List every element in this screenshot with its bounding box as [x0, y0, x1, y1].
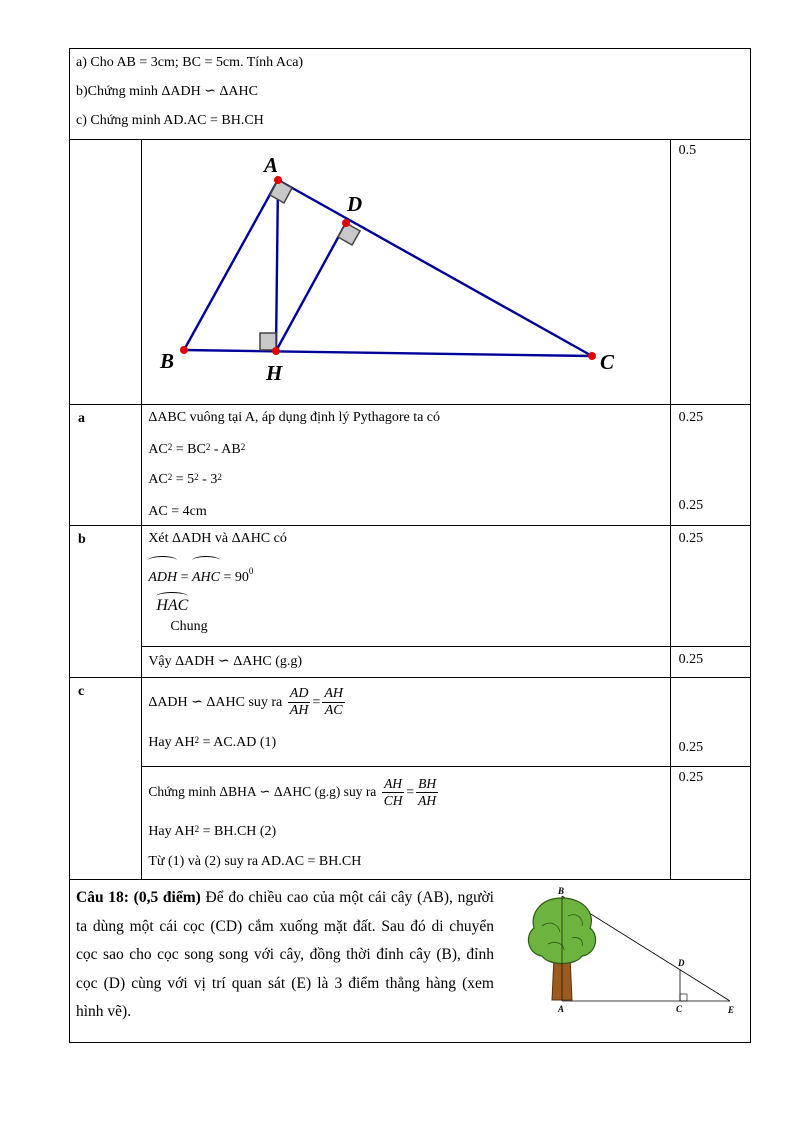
part-b-angles: ADH = AHC = $90^0$ — [142, 556, 669, 592]
segment-ac — [278, 180, 592, 356]
part-c-line5: Từ (1) và (2) suy ra AD.AC = BH.CH — [148, 854, 362, 869]
part-c-score2: 0.25 — [678, 770, 704, 785]
fraction-bh-ah: $\frac{BH}{AH}$ — [418, 776, 437, 809]
fraction-ah-ac: $\frac{AH}{AC}$ — [324, 686, 344, 719]
point-h — [272, 347, 280, 355]
triangle-figure-cell — [142, 140, 670, 405]
part-c-score1: 0.25 — [678, 740, 704, 755]
right-angle-a — [270, 180, 292, 203]
intro-row — [70, 49, 751, 140]
tree-label-b: B — [558, 886, 565, 896]
point-d — [342, 219, 350, 227]
label-h: H — [266, 361, 283, 385]
part-c-row — [70, 678, 751, 767]
common-label: Chung — [170, 619, 208, 634]
angle-adh: ADH — [148, 556, 177, 596]
fraction-ah-ch: $\frac{AH}{CH}$ — [383, 776, 403, 809]
segment-hd — [276, 223, 346, 351]
segment-ab — [184, 180, 278, 350]
question-18-row — [70, 880, 751, 1043]
tree-label-c: C — [676, 1004, 683, 1014]
tree-label-d: D — [678, 958, 685, 968]
part-b-common — [142, 592, 669, 642]
part-b-line1: Xét ΔADH và ΔAHC có — [148, 531, 287, 546]
question-18-text: Câu 18: (0,5 điểm) Để đo chiều cao của một cái cây (AB), người ta dùng một cái cọc (CD) cắm xuống mặt đất. Sau đó di chuyển cọc sao cho cọc song song với cây, đồng thời đỉnh cây (B), đỉnh cọc (D) cùng với vị trí quan sát (E) là 3 điểm thẳng hàng (xem hình vẽ). — [76, 889, 494, 1020]
part-b-row — [70, 526, 751, 647]
fraction-ad-ah: $\frac{AD}{AH}$ — [289, 686, 309, 719]
triangle-figure — [142, 140, 668, 404]
label-b: B — [160, 349, 175, 373]
intro-b: b)Chứng minh ΔADH ∽ ΔAHC — [76, 84, 258, 99]
intro-a: a) Cho AB = 3cm; BC = 5cm. Tính Aca) — [76, 55, 304, 70]
segment-ah — [276, 180, 278, 351]
part-b-score1: 0.25 — [678, 531, 704, 546]
point-a — [274, 176, 282, 184]
part-b-score2: 0.25 — [678, 652, 704, 667]
part-b-label: b — [78, 532, 86, 547]
right-angle-h — [260, 333, 276, 350]
part-c-line4: Hay $AH^2 = BH.CH$ (2) — [148, 824, 277, 839]
label-a: A — [264, 153, 279, 177]
intro-c: c) Chứng minh AD.AC = BH.CH — [76, 113, 264, 128]
label-d: D — [347, 192, 363, 216]
part-a-line1: ΔABC vuông tại A, áp dụng định lý Pythagore ta có — [148, 410, 441, 425]
angle-hac: HAC — [156, 592, 188, 616]
part-a-line2: $AC^2 = BC^2 - AB^2$ — [148, 442, 246, 457]
angle-ahc: AHC — [192, 556, 220, 596]
question-18-title: Câu 18: (0,5 điểm) — [76, 889, 201, 906]
part-a-line4: AC = 4cm — [148, 504, 207, 519]
tree-label-a: A — [558, 1004, 565, 1014]
part-a-label: a — [78, 411, 85, 426]
part-b-conclusion: Vậy ΔADH ∽ ΔAHC (g.g) — [148, 654, 303, 669]
part-c-line1: ΔADH ∽ ΔAHC suy ra $\frac{AD}{AH}$ = $\frac{AH}{AC}$ — [148, 686, 344, 719]
point-b — [180, 346, 188, 354]
part-c-line2: Hay $AH^2 = AC.AD$ (1) — [148, 735, 277, 750]
tree-label-e: E — [728, 1005, 735, 1015]
solution-table — [69, 48, 751, 1043]
part-c-line3: Chứng minh ΔBHA ∽ ΔAHC (g.g) suy ra $\frac{AH}{CH}$ = $\frac{BH}{AH}$ — [148, 776, 437, 809]
part-c-label: c — [78, 684, 85, 699]
part-a-score1: 0.25 — [678, 410, 704, 425]
part-a-line3: $AC^2 = 5^2 - 3^2$ — [148, 472, 222, 487]
label-c: C — [600, 350, 615, 374]
right-angle-d — [338, 223, 360, 245]
tree-figure — [520, 886, 740, 1020]
figure-score: 0.5 — [678, 143, 697, 158]
point-c — [588, 352, 596, 360]
figure-row — [70, 140, 751, 405]
part-a-score2: 0.25 — [678, 498, 704, 513]
part-b-conclusion-row — [70, 647, 751, 678]
part-a-row — [70, 405, 751, 526]
part-c-proof-row — [70, 767, 751, 880]
segment-bc — [184, 350, 592, 356]
